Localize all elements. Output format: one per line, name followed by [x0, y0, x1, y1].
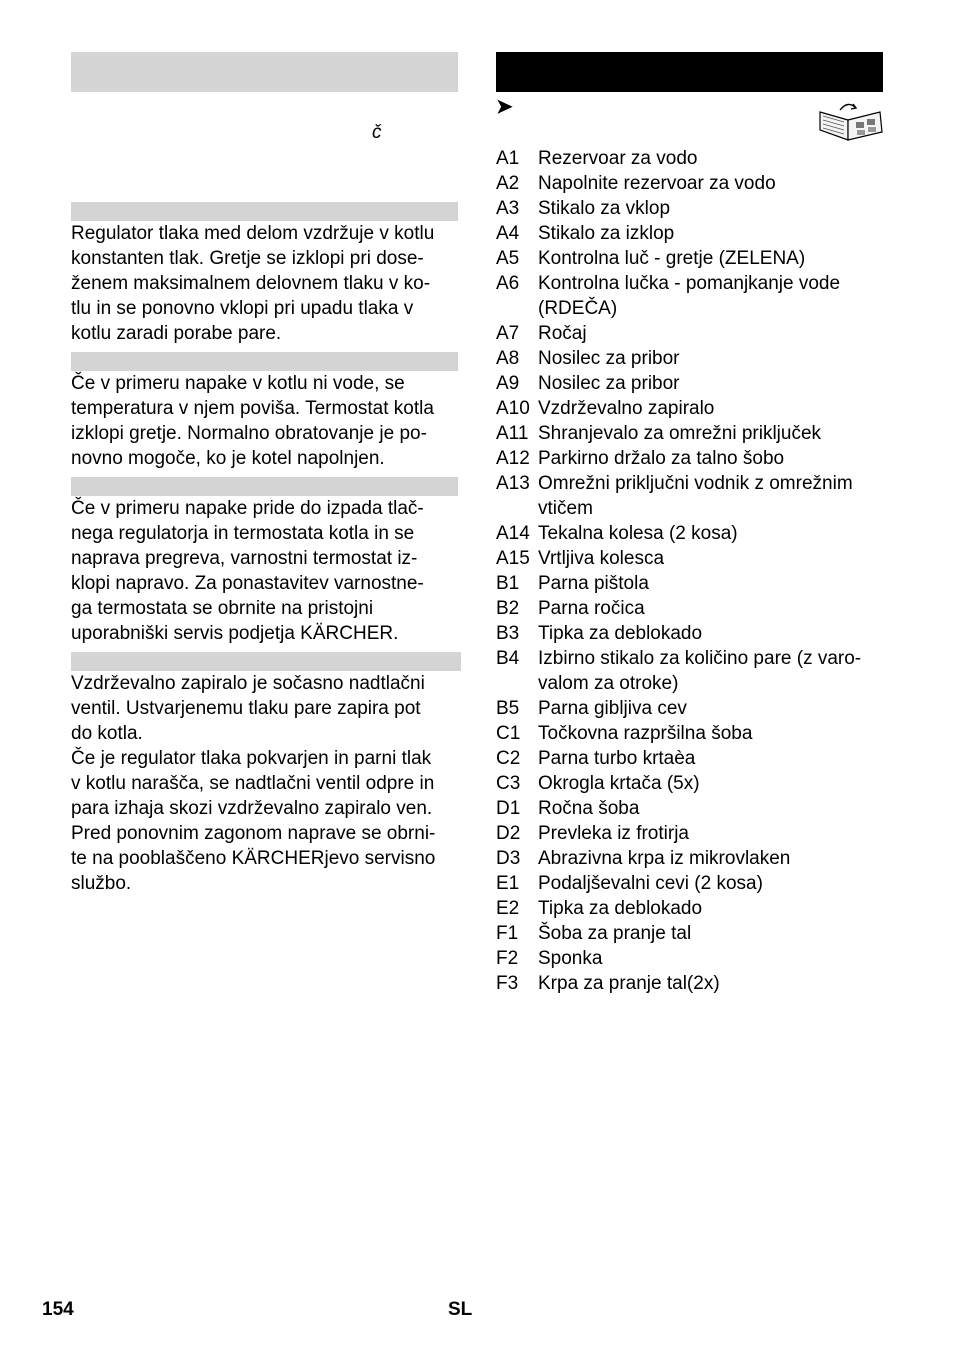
legend-item-code: A10	[496, 398, 530, 419]
language-code: SL	[448, 1299, 473, 1320]
legend-item-line: Vzdrževalno zapiralo	[538, 398, 715, 419]
legend-item	[496, 971, 896, 996]
paragraph-line: novno mogoče, ko je kotel napolnjen.	[71, 448, 385, 469]
paragraph-line: Če v primeru napake v kotlu ni vode, se	[71, 373, 405, 394]
legend-item	[496, 796, 896, 821]
legend-item-code: B2	[496, 598, 520, 619]
stray-character: č	[372, 122, 382, 143]
legend-item	[496, 571, 896, 596]
legend-item-description	[538, 796, 896, 821]
legend-item-line: Krpa za pranje tal(2x)	[538, 973, 720, 994]
legend-item-code: E2	[496, 898, 520, 919]
legend-item-code: A13	[496, 473, 530, 494]
legend-item	[496, 771, 896, 796]
paragraph-line: nega regulatorja in termostata kotla in se	[71, 523, 415, 544]
element-legend-list	[496, 146, 896, 996]
legend-item	[496, 271, 896, 321]
legend-item	[496, 946, 896, 971]
paragraph-line: Pred ponovnim zagonom naprave se obrni-	[71, 823, 436, 844]
legend-item-description	[538, 421, 896, 446]
legend-item-description	[538, 196, 896, 221]
legend-item-line: Parna ročica	[538, 598, 645, 619]
legend-item-code: A9	[496, 373, 520, 394]
arrow-right-icon: ➤	[496, 96, 513, 118]
legend-item-description	[538, 246, 896, 271]
legend-item-line: Točkovna razpršilna šoba	[538, 723, 753, 744]
legend-item-description	[538, 271, 896, 321]
paragraph-line: službo.	[71, 873, 132, 894]
legend-item	[496, 421, 896, 446]
paragraph-line: uporabniški servis podjetja KÄRCHER.	[71, 623, 399, 644]
legend-item	[496, 471, 896, 521]
paragraph-line: temperatura v njem poviša. Termostat kotla	[71, 398, 434, 419]
legend-item-code: A5	[496, 248, 520, 269]
legend-item-description	[538, 346, 896, 371]
legend-item-code: A2	[496, 173, 520, 194]
legend-item-description	[538, 571, 896, 596]
legend-item-line: Parna gibljiva cev	[538, 698, 687, 719]
paragraph-line: ženem maksimalnem delovnem tlaku v ko-	[71, 273, 431, 294]
paragraph-line: do kotla.	[71, 723, 143, 744]
legend-item-line: Sponka	[538, 948, 603, 969]
legend-item-line: valom za otroke)	[538, 673, 679, 694]
paragraph-safety-valve	[71, 671, 466, 896]
legend-item	[496, 346, 896, 371]
legend-item-line: Kontrolna lučka - pomanjkanje vode	[538, 273, 841, 294]
legend-item-description	[538, 646, 896, 696]
legend-item-code: B5	[496, 698, 520, 719]
legend-item-code: A1	[496, 148, 520, 169]
legend-item-line: Nosilec za pribor	[538, 348, 680, 369]
legend-item-description	[538, 621, 896, 646]
paragraph-line: v kotlu narašča, se nadtlačni ventil odpre in	[71, 773, 435, 794]
paragraph-line: para izhaja skozi vzdrževalno zapiralo ven.	[71, 798, 433, 819]
legend-item-line: Izbirno stikalo za količino pare (z varo-	[538, 648, 862, 669]
legend-item	[496, 221, 896, 246]
paragraph-line: kotlu zaradi porabe pare.	[71, 323, 282, 344]
legend-item-line: vtičem	[538, 498, 593, 519]
legend-item-code: A15	[496, 548, 530, 569]
legend-item-code: F3	[496, 973, 519, 994]
legend-item-line: Stikalo za izklop	[538, 223, 675, 244]
legend-item-code: A7	[496, 323, 520, 344]
legend-item-code: F2	[496, 948, 519, 969]
manual-book-icon	[818, 100, 884, 142]
legend-item	[496, 371, 896, 396]
paragraph-line: izklopi gretje. Normalno obratovanje je po-	[71, 423, 427, 444]
legend-item-line: Stikalo za vklop	[538, 198, 671, 219]
heading-bar-pressure-regulator	[71, 202, 458, 221]
legend-item-line: Tipka za deblokado	[538, 623, 703, 644]
legend-item-description	[538, 321, 896, 346]
legend-item	[496, 521, 896, 546]
legend-item-description	[538, 771, 896, 796]
legend-item-line: Okrogla krtača (5x)	[538, 773, 700, 794]
legend-item-description	[538, 221, 896, 246]
legend-item-line: Podaljševalni cevi (2 kosa)	[538, 873, 763, 894]
legend-item-description	[538, 396, 896, 421]
legend-item-line: Tekalna kolesa (2 kosa)	[538, 523, 738, 544]
heading-bar-device-elements	[496, 52, 883, 92]
legend-item	[496, 146, 896, 171]
legend-item-code: A11	[496, 423, 529, 444]
paragraph-pressure-regulator	[71, 221, 466, 346]
legend-item-code: C1	[496, 723, 521, 744]
legend-item-description	[538, 721, 896, 746]
legend-item-code: F1	[496, 923, 519, 944]
paragraph-line: Če v primeru napake pride do izpada tlač-	[71, 498, 424, 519]
legend-item-code: C2	[496, 748, 521, 769]
legend-item	[496, 246, 896, 271]
legend-item-line: Rezervoar za vodo	[538, 148, 698, 169]
legend-item-description	[538, 696, 896, 721]
paragraph-line: klopi napravo. Za ponastavitev varnostne-	[71, 573, 424, 594]
legend-item-line: Parna pištola	[538, 573, 649, 594]
legend-item-code: D2	[496, 823, 521, 844]
legend-item-description	[538, 871, 896, 896]
legend-item-line: Parna turbo krtaèa	[538, 748, 696, 769]
legend-item	[496, 696, 896, 721]
legend-item	[496, 196, 896, 221]
legend-item	[496, 446, 896, 471]
legend-item-description	[538, 171, 896, 196]
heading-bar-safety-valve	[71, 652, 461, 671]
legend-item-description	[538, 971, 896, 996]
legend-item-description	[538, 521, 896, 546]
legend-item	[496, 896, 896, 921]
legend-item-description	[538, 921, 896, 946]
legend-item	[496, 646, 896, 696]
legend-item	[496, 321, 896, 346]
legend-item-code: A12	[496, 448, 530, 469]
legend-item	[496, 721, 896, 746]
paragraph-line: tlu in se ponovno vklopi pri upadu tlaka v	[71, 298, 414, 319]
legend-item-code: A8	[496, 348, 520, 369]
legend-item	[496, 546, 896, 571]
page-number: 154	[42, 1299, 74, 1320]
legend-item-line: (RDEČA)	[538, 298, 618, 319]
legend-item-description	[538, 546, 896, 571]
heading-bar-top	[71, 52, 458, 92]
paragraph-line: ventil. Ustvarjenemu tlaku pare zapira pot	[71, 698, 421, 719]
legend-item-description	[538, 846, 896, 871]
heading-bar-boiler-thermostat	[71, 352, 458, 371]
paragraph-line: ga termostata se obrnite na pristojni	[71, 598, 374, 619]
legend-item-description	[538, 146, 896, 171]
paragraph-safety-thermostat	[71, 496, 466, 646]
legend-item-description	[538, 896, 896, 921]
legend-item	[496, 596, 896, 621]
paragraph-line: Vzdrževalno zapiralo je sočasno nadtlačni	[71, 673, 425, 694]
legend-item	[496, 871, 896, 896]
legend-item-code: A6	[496, 273, 520, 294]
legend-item	[496, 746, 896, 771]
legend-item-code: B1	[496, 573, 520, 594]
legend-item-description	[538, 821, 896, 846]
legend-item-line: Ročaj	[538, 323, 587, 344]
legend-item-code: C3	[496, 773, 521, 794]
legend-item	[496, 621, 896, 646]
legend-item-code: D1	[496, 798, 521, 819]
legend-item-description	[538, 746, 896, 771]
legend-item-code: A3	[496, 198, 520, 219]
paragraph-line: Regulator tlaka med delom vzdržuje v kotlu	[71, 223, 435, 244]
legend-item-description	[538, 446, 896, 471]
legend-item-line: Shranjevalo za omrežni priključek	[538, 423, 822, 444]
legend-item-line: Kontrolna luč - gretje (ZELENA)	[538, 248, 806, 269]
legend-item-line: Ročna šoba	[538, 798, 640, 819]
legend-item	[496, 846, 896, 871]
legend-item-code: B3	[496, 623, 520, 644]
paragraph-line: Če je regulator tlaka pokvarjen in parni tlak	[71, 748, 432, 769]
legend-item-line: Napolnite rezervoar za vodo	[538, 173, 776, 194]
legend-item-line: Abrazivna krpa iz mikrovlaken	[538, 848, 791, 869]
legend-item-code: B4	[496, 648, 520, 669]
paragraph-line: naprava pregreva, varnostni termostat iz-	[71, 548, 418, 569]
legend-item-description	[538, 371, 896, 396]
legend-item-line: Omrežni priključni vodnik z omrežnim	[538, 473, 853, 494]
legend-item-code: E1	[496, 873, 520, 894]
legend-item-code: A14	[496, 523, 530, 544]
legend-item	[496, 921, 896, 946]
legend-item	[496, 821, 896, 846]
legend-item-description	[538, 471, 896, 521]
legend-item-description	[538, 946, 896, 971]
legend-item-line: Tipka za deblokado	[538, 898, 703, 919]
legend-item	[496, 396, 896, 421]
heading-bar-safety-thermostat	[71, 477, 458, 496]
legend-item	[496, 171, 896, 196]
paragraph-line: te na pooblaščeno KÄRCHERjevo servisno	[71, 848, 436, 869]
legend-item-line: Nosilec za pribor	[538, 373, 680, 394]
paragraph-boiler-thermostat	[71, 371, 466, 471]
legend-item-line: Šoba za pranje tal	[538, 923, 692, 944]
legend-item-code: D3	[496, 848, 521, 869]
legend-item-line: Parkirno držalo za talno šobo	[538, 448, 785, 469]
legend-item-line: Prevleka iz frotirja	[538, 823, 689, 844]
legend-item-line: Vrtljiva kolesca	[538, 548, 665, 569]
legend-item-description	[538, 596, 896, 621]
legend-item-code: A4	[496, 223, 520, 244]
paragraph-line: konstanten tlak. Gretje se izklopi pri dose-	[71, 248, 424, 269]
